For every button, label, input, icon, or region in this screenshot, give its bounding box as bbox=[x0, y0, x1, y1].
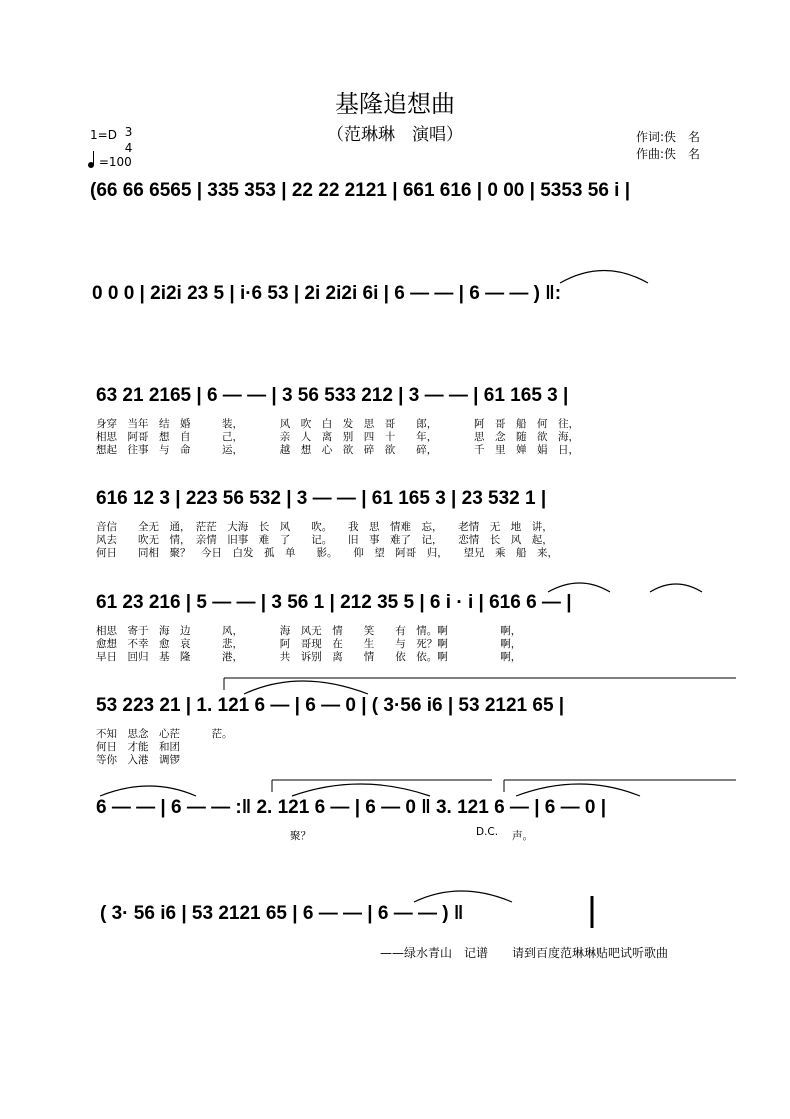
tempo-value: =100 bbox=[98, 155, 132, 169]
slur bbox=[414, 891, 512, 902]
lyric-line: 相思 寄于 海 边 风， 海 风无 情 笑 有 情。啊 啊， bbox=[96, 625, 522, 637]
lyric-line: 身穿 当年 结 婚 装， 风 吹 白 发 思 哥 郎， 阿 哥 船 何 往， bbox=[96, 418, 579, 430]
system-ending: 6 — — | 6 — — :‖ 2. 121 6 — | 6 — 0 ‖ 3. 121 6 — | 6 — 0 | bbox=[96, 797, 607, 818]
dc-marking: D.C. bbox=[476, 826, 499, 838]
slur bbox=[292, 784, 430, 796]
slur bbox=[650, 584, 702, 592]
key-label: 1=D bbox=[90, 128, 117, 142]
lyric-line: 早日 回归 基 隆 港， 共 诉别 离 情 依 依。啊 啊， bbox=[96, 651, 522, 663]
singer-subtitle: （范琳琳 演唱） bbox=[327, 125, 463, 145]
system-intro-1: (66 66 6565 | 335 353 | 22 22 2121 | 661 616 | 0 00 | 5353 56 i | bbox=[90, 180, 631, 201]
system-verse-1: 63 21 2165 | 6 — — | 3 56 533 212 | 3 — — | 61 165 3 | bbox=[96, 385, 569, 406]
slur bbox=[100, 786, 196, 796]
system-verse-3: 61 23 216 | 5 — — | 3 56 1 | 212 35 5 | 6 i · i | 616 6 — | bbox=[96, 592, 572, 613]
lyric-line: 何日 同相 聚？ 今日 白发 孤 单 影。 仰 望 阿哥 归， 望兄 乘 船 来， bbox=[96, 547, 558, 559]
key-signature bbox=[90, 125, 135, 155]
system-verse-4: 53 223 21 | 1. 121 6 — | 6 — 0 | ( 3·56 i6 | 53 2121 65 | bbox=[96, 695, 565, 716]
lyric-line: 声。 bbox=[512, 830, 533, 842]
lyric-line: 聚？ bbox=[290, 830, 311, 842]
lyric-line: 不知 思念 心茫 茫。 bbox=[96, 728, 233, 740]
lyricist-credit: 作词:佚 名 bbox=[636, 130, 701, 144]
song-title: 基隆追想曲 bbox=[335, 90, 455, 118]
slur bbox=[548, 583, 610, 592]
time-numerator: 3 bbox=[124, 125, 133, 139]
lyric-line: 愈想 不幸 愈 哀 悲， 阿 哥现 在 生 与 死？啊 啊， bbox=[96, 638, 522, 650]
slur bbox=[560, 271, 648, 284]
slur bbox=[244, 681, 368, 694]
composer-credit: 作曲:佚 名 bbox=[636, 147, 701, 161]
lyric-line: 想起 往事 与 命 运， 越 想 心 欲 碎 欲 碎， 千 里 婵 娟 日， bbox=[96, 444, 579, 456]
slur bbox=[516, 784, 640, 796]
tempo-marking bbox=[88, 155, 132, 169]
lyric-line: 等你 入港 调锣 bbox=[96, 754, 180, 766]
system-intro-2: 0 0 0 | 2i2i 23 5 | i·6 53 | 2i 2i2i 6i | 6 — — | 6 — — ) ‖: bbox=[92, 283, 562, 304]
lyric-line: 相思 阿哥 想 自 己， 亲 人 离 别 四 十 年， 思 念 随 欲 海， bbox=[96, 431, 579, 443]
system-verse-2: 616 12 3 | 223 56 532 | 3 — — | 61 165 3 | 23 532 1 | bbox=[96, 488, 547, 509]
lyric-line: 风去 吹无 情， 亲情 旧事 难 了 记。 旧 事 难了 记， 恋情 长 风 起， bbox=[96, 534, 553, 546]
quarter-note-icon bbox=[88, 162, 94, 168]
footnote: ——绿水青山 记谱 请到百度范琳琳贴吧试听歌曲 bbox=[380, 946, 669, 960]
system-coda: ( 3· 56 i6 | 53 2121 65 | 6 — — | 6 — — ) ‖ bbox=[100, 903, 464, 924]
time-denominator: 4 bbox=[124, 141, 133, 155]
lyric-line: 音信 全无 通， 茫茫 大海 长 风 吹。 我 思 情难 忘， 老情 无 地 讲， bbox=[96, 521, 553, 533]
lyric-line: 何日 才能 和团 bbox=[96, 741, 180, 753]
